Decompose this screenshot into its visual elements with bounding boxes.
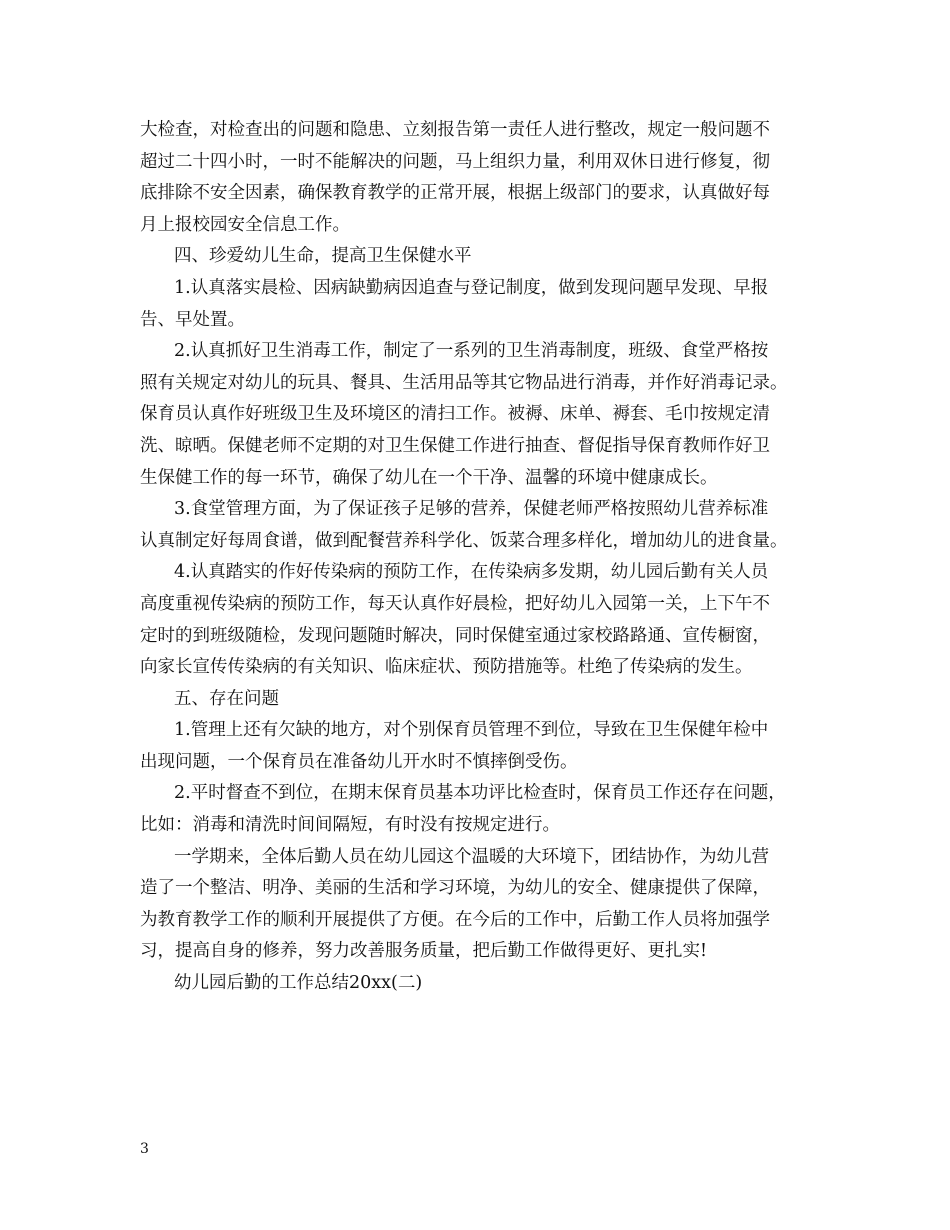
text-line: 生保健工作的每一环节，确保了幼儿在一个干净、温馨的环境中健康成长。 (140, 467, 718, 488)
text-line: 定时的到班级随检，发现问题随时解决，同时保健室通过家校路路通、宣传橱窗， (140, 625, 770, 646)
text-line: 超过二十四小时，一时不能解决的问题，马上组织力量，利用双休日进行修复，彻 (140, 151, 770, 172)
text-line: 2.认真抓好卫生消毒工作，制定了一系列的卫生消毒制度，班级、食堂严格按 (174, 341, 769, 362)
text-line: 四、珍爱幼儿生命，提高卫生保健水平 (174, 246, 472, 267)
text-line: 比如：消毒和清洗时间间隔短，有时没有按规定进行。 (140, 815, 560, 836)
text-line: 五、存在问题 (174, 688, 279, 709)
text-line: 底排除不安全因素，确保教育教学的正常开展，根据上级部门的要求，认真做好每 (140, 183, 770, 204)
text-line: 大检查，对检查出的问题和隐患、立刻报告第一责任人进行整改，规定一般问题不 (140, 120, 770, 140)
text-line: 告、早处置。 (140, 309, 245, 330)
text-line: 幼儿园后勤的工作总结20xx(二) (174, 973, 423, 994)
page-number: 3 (140, 1141, 149, 1157)
text-line: 4.认真踏实的作好传染病的预防工作，在传染病多发期，幼儿园后勤有关人员 (174, 562, 769, 583)
text-line: 为教育教学工作的顺利开展提供了方便。在今后的工作中，后勤工作人员将加强学 (140, 909, 770, 930)
document-body (140, 115, 830, 1000)
text-line: 1.认真落实晨检、因病缺勤病因追查与登记制度，做到发现问题早发现、早报 (174, 277, 769, 298)
text-line: 出现问题，一个保育员在准备幼儿开水时不慎摔倒受伤。 (140, 751, 578, 772)
text-line: 照有关规定对幼儿的玩具、餐具、生活用品等其它物品进行消毒，并作好消毒记录。 (140, 372, 788, 393)
text-line: 洗、晾晒。保健老师不定期的对卫生保健工作进行抽查、督促指导保育教师作好卫 (140, 435, 770, 456)
text-line: 向家长宣传传染病的有关知识、临床症状、预防措施等。杜绝了传染病的发生。 (140, 657, 753, 678)
text-line: 一学期来，全体后勤人员在幼儿园这个温暖的大环境下，团结协作，为幼儿营 (174, 846, 769, 867)
text-line: 1.管理上还有欠缺的地方，对个别保育员管理不到位，导致在卫生保健年检中 (174, 720, 769, 741)
text-line: 月上报校园安全信息工作。 (140, 214, 350, 235)
text-line: 认真制定好每周食谱，做到配餐营养科学化、饭菜合理多样化，增加幼儿的进食量。 (140, 530, 788, 551)
text-line: 3.食堂管理方面，为了保证孩子足够的营养，保健老师严格按照幼儿营养标准 (174, 499, 769, 520)
text-line: 习，提高自身的修养，努力改善服务质量，把后勤工作做得更好、更扎实! (140, 941, 708, 962)
text-line: 保育员认真作好班级卫生及环境区的清扫工作。被褥、床单、褥套、毛巾按规定清 (140, 404, 770, 425)
text-line: 高度重视传染病的预防工作，每天认真作好晨检，把好幼儿入园第一关，上下午不 (140, 593, 770, 614)
text-line: 造了一个整洁、明净、美丽的生活和学习环境，为幼儿的安全、健康提供了保障， (140, 878, 770, 899)
text-line: 2.平时督查不到位，在期末保育员基本功评比检查时，保育员工作还存在问题， (174, 783, 786, 804)
